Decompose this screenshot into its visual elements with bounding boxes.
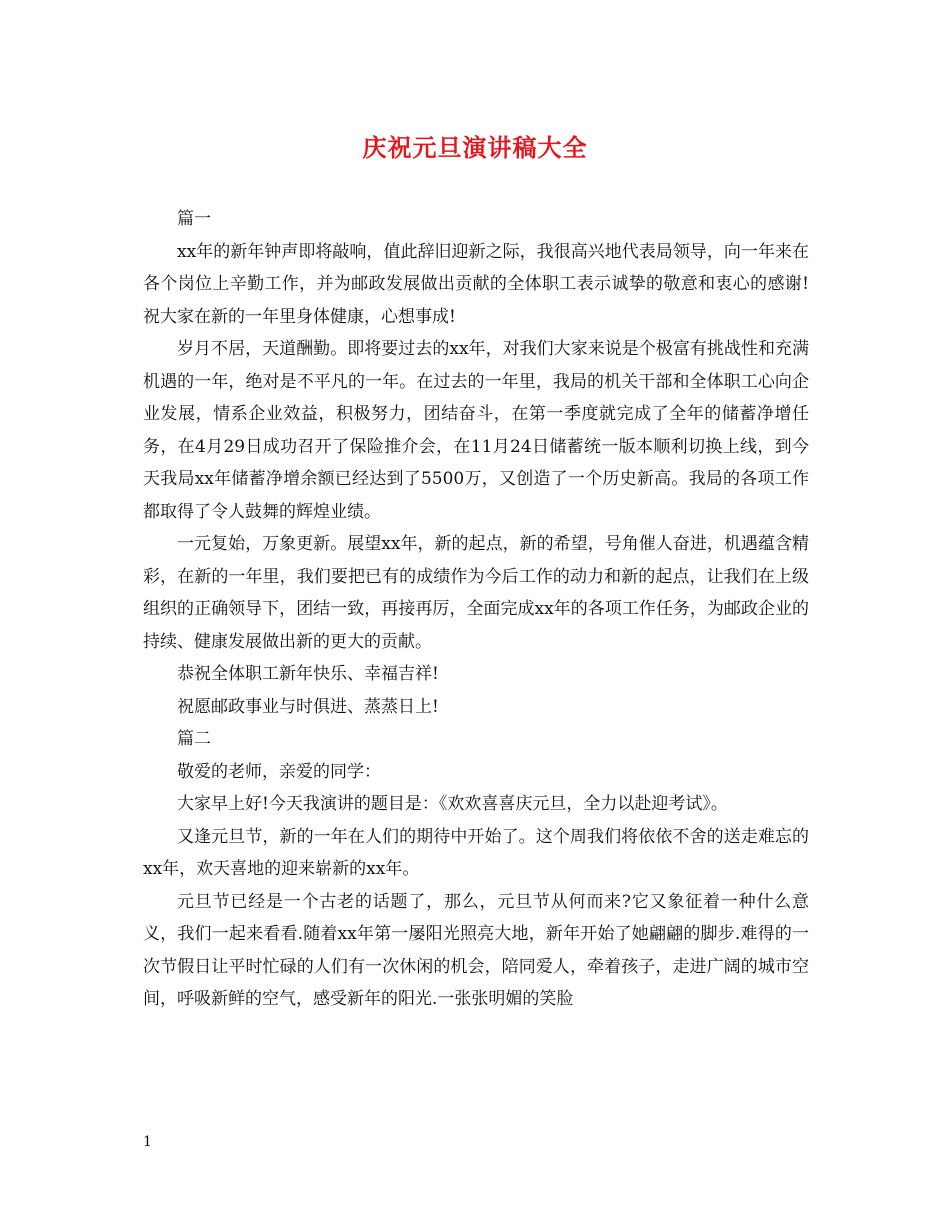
paragraph: 元旦节已经是一个古老的话题了，那么，元旦节从何而来?它又象征着一种什么意义，我们一起来看看.随着xx年第一屡阳光照亮大地，新年开始了她翩翩的脚步.难得的一次节假日让平时忙碌的人们有一次休闲的机会，陪同爱人，牵着孩子，走进广阔的城市空间，呼吸新鲜的空气，感受新年的阳光.一张张明媚的笑脸	[143, 891, 809, 1009]
document-title: 庆祝元旦演讲稿大全	[362, 133, 588, 162]
paragraph: 敬爱的老师，亲爱的同学：	[177, 761, 381, 782]
paragraph: 一元复始，万象更新。展望xx年，新的起点，新的希望，号角催人奋进，机遇蕴含精彩，在新的一年里，我们要把已有的成绩作为今后工作的动力和新的起点，让我们在上级组织的正确领导下，团结一致，再接再厉，全面完成xx年的各项工作任务，为邮政企业的持续、健康发展做出新的更大的贡献。	[143, 534, 809, 652]
paragraph: 大家早上好!今天我演讲的题目是：《欢欢喜喜庆元旦，全力以赴迎考试》。	[177, 794, 728, 814]
page-number: 1	[143, 1134, 152, 1150]
section-label-2: 篇二	[177, 729, 211, 749]
paragraph: 又逢元旦节，新的一年在人们的期待中开始了。这个周我们将依依不舍的送走难忘的xx年，欢天喜地的迎来崭新的xx年。	[143, 826, 809, 879]
paragraph: xx年的新年钟声即将敲响，值此辞旧迎新之际，我很高兴地代表局领导，向一年来在各个岗位上辛勤工作，并为邮政发展做出贡献的全体职工表示诚挚的敬意和衷心的感谢!祝大家在新的一年里身体健康，心想事成!	[143, 241, 809, 327]
paragraph: 祝愿邮政事业与时俱进、蒸蒸日上!	[177, 696, 439, 717]
paragraph: 岁月不居，天道酬勤。即将要过去的xx年，对我们大家来说是个极富有挑战性和充满机遇的一年，绝对是不平凡的一年。在过去的一年里，我局的机关干部和全体职工心向企业发展，情系企业效益，积极努力，团结奋斗，在第一季度就完成了全年的储蓄净增任务，在4月29日成功召开了保险推介会，在11月24日储蓄统一版本顺利切换上线，到今天我局xx年储蓄净增余额已经达到了5500万，又创造了一个历史新高。我局的各项工作都取得了令人鼓舞的辉煌业绩。	[143, 339, 809, 522]
section-label-1: 篇一	[177, 209, 211, 229]
paragraph: 恭祝全体职工新年快乐、幸福吉祥!	[177, 664, 439, 684]
document-body	[143, 203, 809, 1016]
